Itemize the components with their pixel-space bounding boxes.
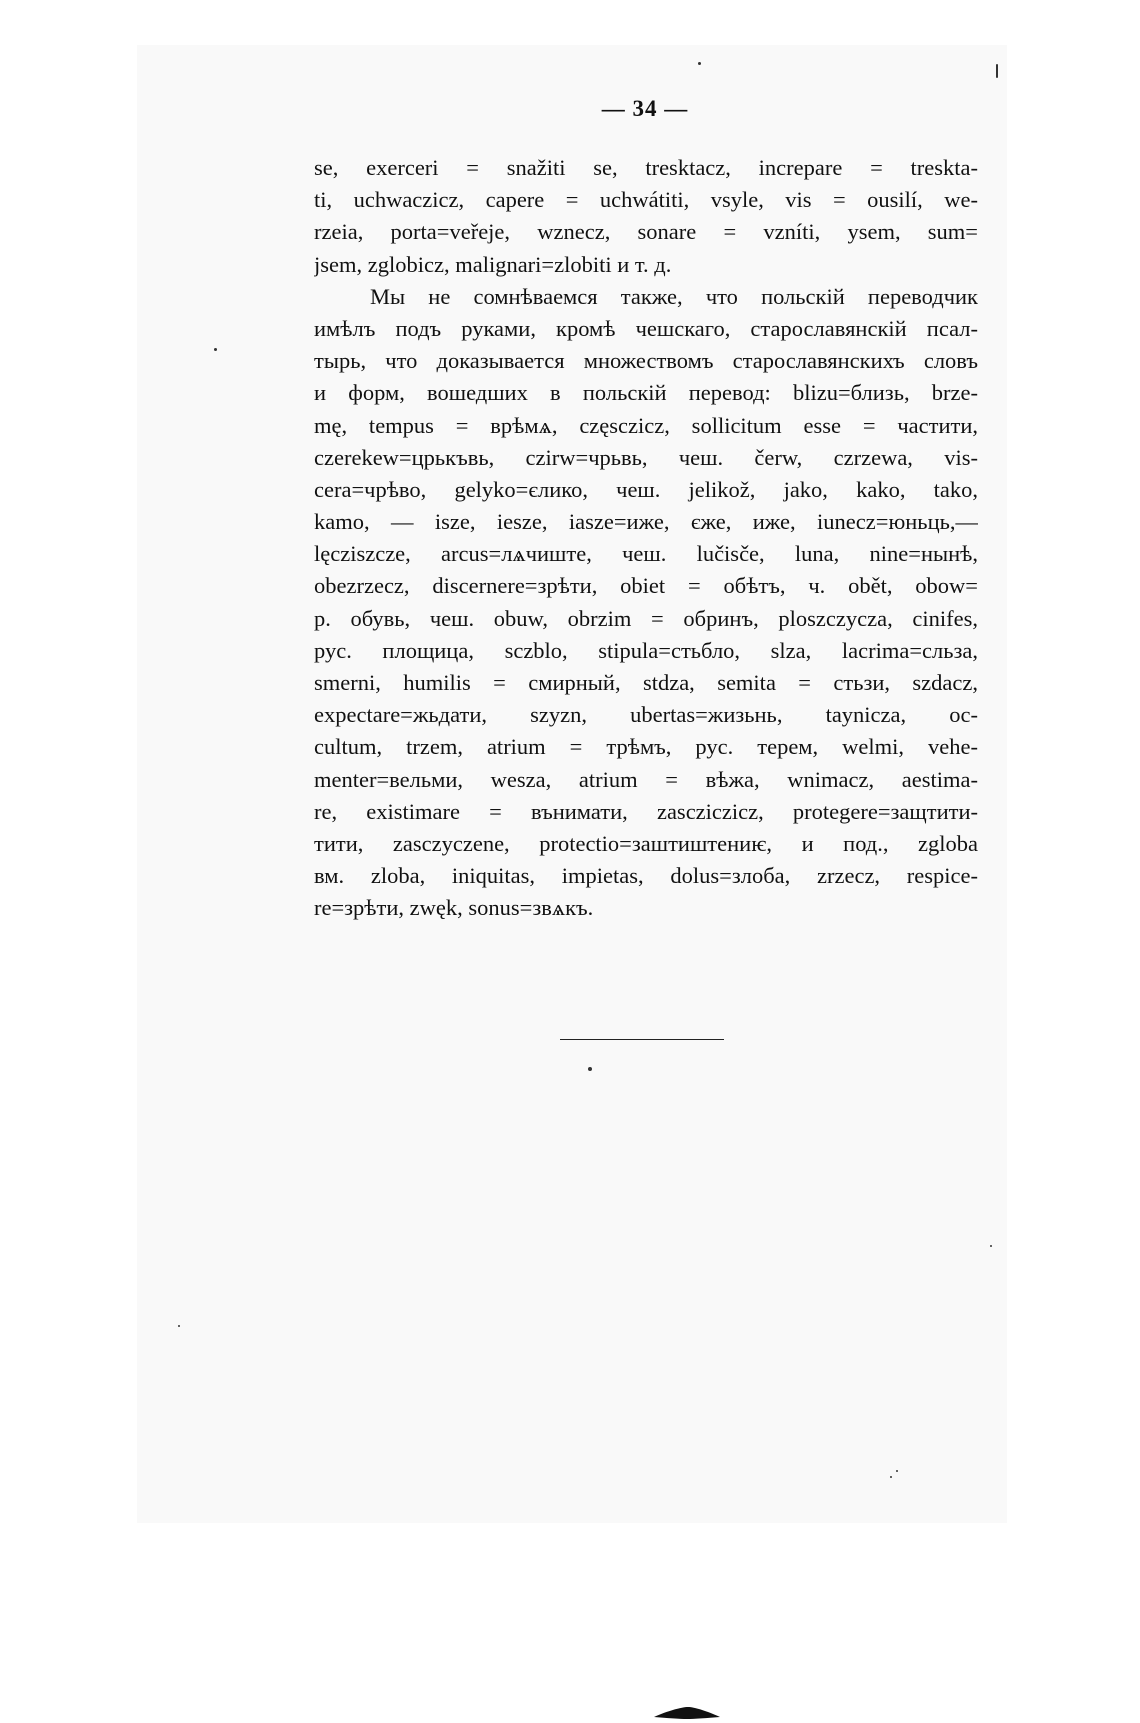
text-line: re=зрѣти, zwęk, sonus=звѧкъ. — [314, 895, 594, 921]
text-line: jsem, zglobicz, malignari=zlobiti и т. д. — [314, 251, 672, 277]
text-line: и форм, вошедших в польскій перевод: blizu=близь, brze- — [314, 380, 978, 406]
text-line: тырь, что доказывается множествомъ старославянскихъ словъ — [314, 348, 978, 374]
paragraph-first-line: Мы не сомнѣваемся также, что польскій переводчик — [370, 283, 978, 309]
text-line: имѣлъ подъ руками, кромѣ чешскаго, старославянскій псал- — [314, 315, 978, 341]
scan-speck — [178, 1325, 180, 1327]
body-text — [314, 152, 978, 925]
text-line: expectare=жьдати, szyzn, ubertas=жизьнь, taynicza, oc- — [314, 702, 978, 728]
tailpiece-ornament-icon — [652, 1705, 722, 1723]
text-line: menter=вельми, wesza, atrium = вѣжа, wnimacz, aestima- — [314, 766, 978, 792]
scan-speck — [698, 62, 701, 65]
section-divider — [560, 1039, 724, 1040]
text-line: тити, zasczyczene, protectio=заштиштениѥ, и под., zgloba — [314, 830, 978, 856]
text-line: rzeia, porta=veřeje, wznecz, sonare = vzníti, ysem, sum= — [314, 219, 978, 245]
scan-speck — [996, 64, 998, 78]
text-line: вм. zloba, iniquitas, impietas, dolus=злоба, zrzecz, respice- — [314, 863, 978, 889]
text-line: se, exerceri = snažiti se, tresktacz, increpare = treskta- — [314, 155, 978, 180]
text-line: smerni, humilis = смирный, stdza, semita = стьзи, szdacz, — [314, 670, 978, 695]
text-line: obezrzecz, discernere=зрѣти, obiet = обѣтъ, ч. obět, obow= — [314, 573, 978, 599]
text-line: ti, uchwaczicz, capere = uchwátiti, vsyle, vis = ousilí, we- — [314, 187, 978, 213]
text-line: mę, tempus = врѣмѧ, częsczicz, sollicitum esse = частити, — [314, 412, 978, 438]
scan-speck — [896, 1470, 898, 1472]
text-line: lęcziszcze, arcus=лѧчиште, чеш. lučisče, luna, nine=нынѣ, — [314, 541, 978, 567]
text-line: cera=чрѣво, gelyko=єлико, чеш. jelikož, jako, kako, tako, — [314, 476, 978, 502]
scan-speck — [890, 1476, 892, 1478]
text-line: рус. площица, sczblo, stipula=стьбло, slza, lacrima=сльза, — [314, 637, 978, 663]
text-line: р. обувь, чеш. obuw, obrzim = обринъ, ploszczycza, cinifes, — [314, 605, 978, 631]
text-line: re, existimare = вънимати, zascziczicz, protegere=защтити- — [314, 798, 978, 824]
text-line: czerekew=црькъвь, czirw=чрьвь, чеш. čerw, czrzewa, vis- — [314, 444, 978, 470]
text-line: kamo, — isze, iesze, iasze=иже, єже, иже, iunecz=юньць,— — [314, 509, 978, 535]
scan-speck — [214, 348, 217, 351]
page-number: — 34 — — [601, 96, 689, 121]
text-line: cultum, trzem, atrium = трѣмъ, рус. терем, welmi, vehe- — [314, 734, 978, 760]
scan-speck — [990, 1245, 992, 1247]
scan-speck — [588, 1067, 592, 1071]
